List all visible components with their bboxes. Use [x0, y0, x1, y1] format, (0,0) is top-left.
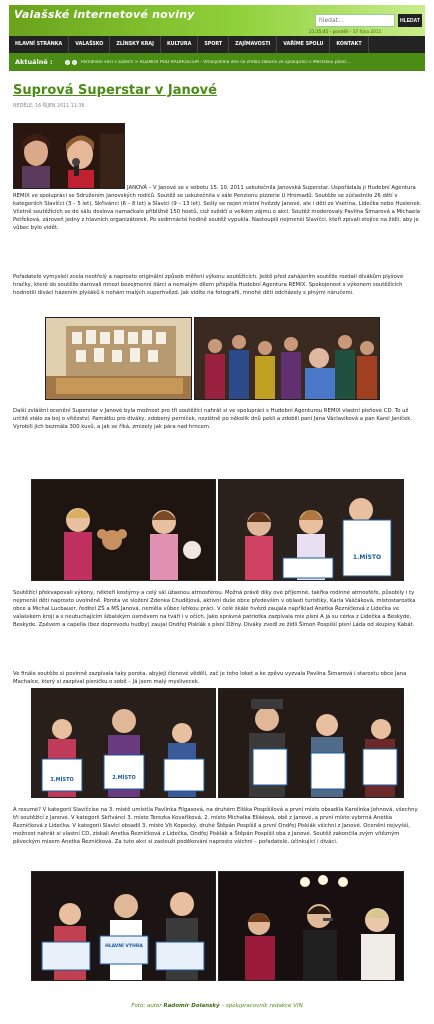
photo-main-prize-winners: [31, 871, 216, 981]
photo-first-place-winner: [218, 479, 404, 581]
main-nav: [9, 36, 425, 53]
ticker-next-icon[interactable]: [72, 60, 77, 65]
photo-credit: [0, 1003, 434, 1009]
ticker-prev-icon[interactable]: [65, 60, 70, 65]
nav-item-zlinsky-kraj[interactable]: ZLÍNSKÝ KRAJ: [110, 36, 161, 53]
article-title[interactable]: Suprová Superstar v Janové: [13, 83, 217, 98]
article-meta: NEDĚLE, 16 ŘÍJEN 2011 11:36: [13, 104, 85, 109]
article-paragraph-2: Pořadatelé vymysleli zcela neotřelý a naprosto originální způsob měření výkonu soutěžících. Ještě před zahájením soutěže rozdali divákům plyšové hračky, které do soutěže darovali mnozí bezejmenní dárci a nemalým dílem přispěla Hudební Agentura REMIX. Spokojenost s výkonem soutěžících hodnotili diváci házením plyšáků k nohám malých superhvězd. Jak vidíte na fotografii, mnohé děti odcházely s plnými náručemi.: [13, 274, 404, 297]
ticker-text[interactable]: Pomáhání věcí s autech > RUŽNOV POD RADHOŠTĚM - Vítaný/dílna dne se zřídilo zákona ve spolupráci s Městskou policí...: [81, 59, 351, 65]
nav-item-valassko[interactable]: VALAŠSKO: [69, 36, 110, 53]
photo-plush-toys: [45, 317, 192, 400]
news-ticker: [9, 53, 425, 71]
article-paragraph-3: Další zvláštní ocenění Superstar v Janové byla možnost pro tři soutěžící nahrát si ve spolupráci s Hudební Agenturou REMIX vlastní písňové CD. To už určitě stálo za boj o vítězství. Památku pro diváky, zdobený perníček, nezištně po několik dnů pekli a zdobili paní Jana Václavíková a pan Karel Janíček. Vyrobili jich bezmála 300 kusů, a jak se říká, zmizely jak pára nad hrncem.: [13, 408, 413, 431]
photo-credit-author[interactable]: Radomír Dolanský: [163, 1003, 220, 1009]
nav-item-kultura[interactable]: KULTURA: [161, 36, 198, 53]
search-input[interactable]: [315, 14, 395, 27]
site-title[interactable]: Valašské internetové noviny: [14, 8, 195, 21]
ticker-label: Aktuálně :: [15, 58, 53, 66]
second-place-label: 2.MÍSTO: [112, 775, 136, 781]
main-prize-label: HLAVNÍ VÝHRA: [105, 944, 143, 949]
nav-item-home[interactable]: HLAVNÍ STRÁNKA: [9, 36, 69, 53]
photo-boys-diplomas: [218, 688, 404, 798]
photo-girls-toys: [31, 479, 216, 581]
article-paragraph-1: JANOVÁ – V Janové se v sobotu 15. 10. 2011 uskutečnila Janovská Superstar. Uspořádala ji Hudební Agentura REMIX ve spolupráci se Sdružením Janovských rodičů. Soutěž se uskutečnila v sále Penzionu pizzerie U Hromadů. Soutěže se zúčastnilo 26 dětí v kategoriích Slavíčci (3 – 5 let), Skřivánci (6 – 8 let) a Slavíci (9 – 13 let). Sešly se nejen místní hvězdy Janové, ale i děti ze Vsetína, Lidečka nebo Huslenek. Včetně soutěžících se do sálu doslova namačkalo přibližně 150 hostů, což svědčí o velkém zájmu o akci. Soutěž moderovaly Pavlína Šimarová a Michaela Petřeková, zároveň jedny z hlavních organizátorek. Po sedmnácté hodině soutěž vypukla. Nastoupili nejmenší Slavíčci, kteří zpívali stojíce na židli, aby je vůbec bylo vidět.: [13, 185, 422, 232]
datetime: 21:35:45 - pondělí - 17 října 2011: [309, 30, 382, 35]
nav-item-zajimavosti[interactable]: ZAJÍMAVOSTI: [229, 36, 277, 53]
article-paragraph-5: Ve finále soutěže si povinně zazpívala taky porota, abyjejí členové věděli, zač je toho loket a ke zpěvu vyzvala Pavlína Šimarová i starostu obce Jana Machalce, který si zazpíval písničku o sobě – Já jsem malý myslivecek.: [13, 671, 407, 686]
article-paragraph-6: A resumé? V kategorii Slavíčcise na 3. místě umístila Pavlínka Filgasová, na druhém Eliška Pospíšilová a první místo obsadila Karolínka Johnová, všechny tři soutěžící z Janové. V kategorii Skřivánci 3. místo Terezka Kovaříková, 2. místo Michalka Eliášová, obě z Janové, a první místo vybrrná Anetka Řezníčková z Lidečka. V kategorii Slavíci obsadil 3. místo Vít Kopecký, druhé Štěpán Pospíšil a první Ondřej Pisklák všichni z Janové. Ocenění nejvyšší, možnost nahrát si vlastní CD, získali Anetka Řezníčková z Lidečka, Ondřej Pisklák a Štěpán Pospíšil oba z Janové. Soutěž zakončila zvým vítězným pěveckým mixem Anetka Řezníčková. Za tuto akci si zaslouží poděkování naprosto všichni – pořadatelé, účinkující i diváci.: [13, 807, 418, 846]
photo-singing-performers: [218, 871, 404, 981]
nav-item-varime-spolu[interactable]: VAŘÍME SPOLU: [277, 36, 330, 53]
photo-credit-suffix: – spolupracovník redakce VIN: [219, 1003, 303, 1009]
photo-credit-prefix: Foto: autor: [131, 1003, 164, 1009]
ticker-controls: [65, 60, 77, 65]
photo-child-singer: [13, 123, 125, 189]
article-paragraph-4: Soutěžící překvapovali výkony, někteří kostýmy a celý sál úžasnou atmosférou. Možná právě díky ové příjemné, takřka rodinné atmosféře, působily i ty nejmenší děti naprosto uvolněně. Porota ve složení Zdenka Chudějová, aktivní duše obce především v oblasti turistiky, Karla Vaščáková, místostarostka obce a Michal Lucbauer, ředitel ZŠ a MŠ Janová, neměla vůbec lehkou práci. V celé škále hvězd zaujala například Anetka Řezníčková z Lidečka ve valašském kroji a s neutuchajícím šibalským úsměvem na tváři i v očích. Jako správná patriotka zazpívala mix písní A já su cérka z Lidečka a Beskyde, Beskyde. Zpěvem a capella (bez doprovodu hudby) zaujal Ondřej Pisklák s písní Džíny. Diváky zvedl ze židlí Šimon Pospíšil písní Láda od skupiny Kabát.: [13, 590, 416, 629]
photo-children-diplomas: [31, 688, 216, 798]
third-place-label: 3.MÍSTO: [50, 777, 74, 783]
site-header: [9, 5, 425, 36]
first-place-label: 1.MÍSTO: [352, 554, 382, 561]
nav-item-sport[interactable]: SPORT: [198, 36, 229, 53]
nav-item-kontakt[interactable]: KONTAKT: [330, 36, 368, 53]
search-button[interactable]: HLEDAT: [398, 14, 422, 27]
photo-audience: [194, 317, 380, 400]
